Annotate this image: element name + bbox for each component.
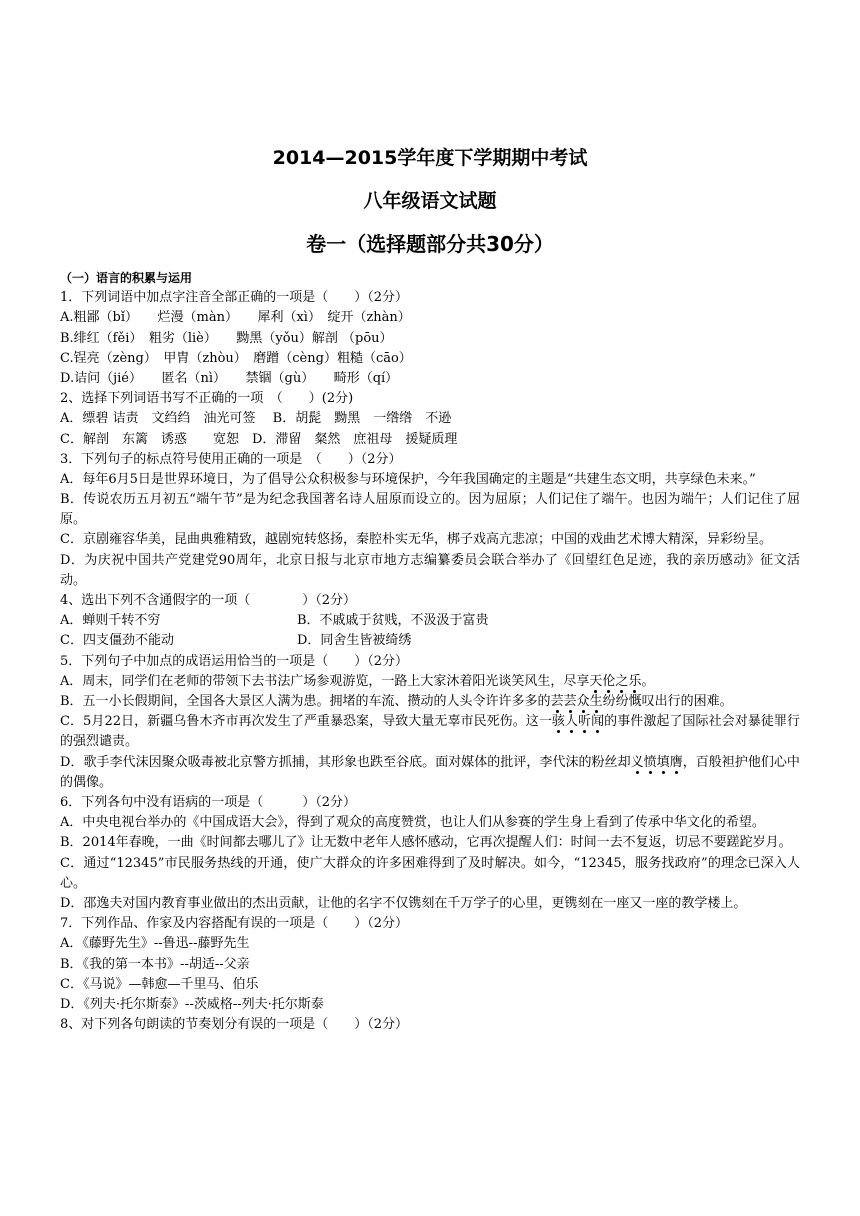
emphasis-dot-char: 生	[589, 694, 603, 710]
dotted-idiom	[589, 674, 641, 689]
emphasis-dot-char: 芸	[550, 694, 564, 710]
part-heading: 卷一（选择题部分共30分）	[306, 232, 554, 256]
question-7-option-c: C．《马说》—韩愈—千里马、伯乐	[60, 976, 259, 992]
question-4-option-c: C．四支僵劲不能动	[60, 633, 174, 649]
question-3-stem: 3．下列句子的标点符号使用正确的一项是 （ ）（2分）	[60, 451, 402, 467]
question-1-stem: 1．下列词语中加点字注音全部正确的一项是（ ）（2分）	[60, 290, 409, 306]
question-6-option-d: D．邵逸夫对国内教育事业做出的杰出贡献，让他的名字不仅镌刻在千万学子的心里，更镌刻在一座又一座的教学楼上。	[60, 896, 747, 912]
question-2-stem: 2、选择下列词语书写不正确的一项 （ ）(2分)	[60, 391, 354, 407]
emphasis-dot-char: 芸	[563, 694, 577, 710]
question-7-option-a: A．《藤野先生》--鲁迅--藤野先生	[60, 936, 250, 952]
section-heading: （一）语言的积累与运用	[60, 271, 193, 285]
emphasis-dot-char: 乐	[628, 673, 642, 689]
emphasis-dot-char: 人	[564, 714, 579, 730]
question-6-option-a: A．中央电视台举办的《中国成语大会》，得到了观众的高度赞赏，也让人们从参赛的学生身上看到了传承中华文化的希望。	[60, 815, 765, 831]
question-5-option-a	[60, 672, 800, 692]
question-6-option-c: C．通过“12345”市民服务热线的开通，使广大群众的许多困难得到了及时解决。如今，“12345，服务找政府”的理念已深入人心。	[60, 855, 800, 891]
question-5-option-b	[60, 692, 800, 712]
question-3-option-b: B．传说农历五月初五“端午节”是为纪念我国著名诗人屈原而设立的。因为屈原；人们记住了端午。也因为端午；人们记住了屈原。	[60, 492, 800, 528]
option-text: C．5月22日，新疆乌鲁木齐市再次发生了严重暴恐案，导致大量无辜市民死伤。这一	[60, 714, 552, 730]
emphasis-dot-char: 之	[615, 673, 629, 689]
question-7-option-b: B．《我的第一本书》--胡适--父亲	[60, 956, 250, 972]
option-text: 纷纷慨叹出行的困难。	[602, 694, 733, 710]
question-4-option-a: A．蝉则千转不穷	[60, 613, 161, 629]
question-5-stem: 5．下列句子中加点的成语运用恰当的一项是（ ）（2分）	[60, 653, 409, 669]
option-text: D．歌手李代沫因聚众吸毒被北京警方抓捕，其形象也跌至谷底。面对媒体的批评，李代沫的粉丝却	[60, 754, 631, 770]
emphasis-dot-char: 义	[630, 754, 644, 770]
emphasis-dot-char: 众	[576, 694, 590, 710]
exam-subtitle: 八年级语文试题	[363, 190, 497, 212]
option-text: B．五一小长假期间，全国各大景区人满为患。拥堵的车流、攒动的人头令许许多多的	[60, 694, 551, 710]
question-8-stem: 8、对下列各句朗读的节奏划分有误的一项是（ ）（2分）	[60, 1017, 409, 1033]
question-1-option-b: B.绯红（fěi） 粗劣（liè） 黝黑（yǒu）解剖 （pōu）	[60, 330, 393, 346]
emphasis-dot-char: 天	[589, 673, 603, 689]
question-4-option-d: D．同舍生皆被绮绣	[297, 633, 412, 649]
question-3-option-c: C．京剧雍容华美，昆曲典雅精致，越剧宛转悠扬，秦腔朴实无华，梆子戏高亢悲凉；中国的戏曲艺术博大精深，异彩纷呈。	[60, 532, 772, 548]
question-4-options-cd	[60, 631, 800, 651]
question-body	[60, 268, 800, 1035]
question-1-option-c: C.锃亮（zèng） 甲胄（zhòu） 磨蹭（cèng）粗糙（cāo）	[60, 350, 412, 366]
option-text: 的事件激起了国际社会对暴徒罪行的强烈谴责。	[60, 714, 800, 750]
option-text: 。	[641, 673, 655, 689]
emphasis-dot-char: 膺	[669, 754, 683, 770]
emphasis-dot-char: 填	[656, 754, 670, 770]
question-3-option-d: D．为庆祝中国共产党建党90周年，北京日报与北京市地方志编纂委员会联合举办了《回望红色足迹，我的亲历感动》征文活动。	[60, 552, 800, 588]
question-5-option-d	[60, 753, 800, 793]
emphasis-dot-char: 闻	[591, 714, 605, 730]
question-6-stem: 6．下列各句中没有语病的一项是（ ）（2分）	[60, 795, 357, 811]
emphasis-dot-char: 愤	[643, 754, 657, 770]
question-5-option-c	[60, 712, 800, 752]
question-2-options-cd: C．解剖 东篱 诱惑 宽恕 D．滞留 粲然 庶祖母 援疑质理	[60, 431, 458, 447]
dotted-idiom	[551, 694, 603, 709]
question-3-option-a: A．每年6月5日是世界环境日，为了倡导公众积极参与环境保护，今年我国确定的主题是“共建生态文明，共享绿色未来。”	[60, 471, 756, 487]
question-6-option-b: B．2014年春晚，一曲《时间都去哪儿了》让无数中老年人感怀感动，它再次提醒人们：时间一去不复返，切忌不要蹉跎岁月。	[60, 835, 792, 851]
question-7-option-d: D．《列夫·托尔斯泰》--茨威格--列夫·托尔斯泰	[60, 997, 324, 1013]
emphasis-dot-char: 骇	[551, 714, 565, 730]
question-2-options-ab: A．缥碧 诘责 文绉绉 油光可签 B．胡髭 黝黑 一绺绺 不逊	[60, 411, 452, 427]
exam-title: 2014—2015学年度下学期期中考试	[272, 147, 588, 169]
question-7-stem: 7．下列作品、作家及内容搭配有误的一项是（ ）（2分）	[60, 916, 409, 932]
dotted-idiom	[552, 714, 604, 729]
question-4-option-b: B．不戚戚于贫贱，不汲汲于富贵	[297, 613, 489, 629]
question-4-options-ab	[60, 611, 800, 631]
emphasis-dot-char: 伦	[602, 673, 616, 689]
option-text: A．周末，同学们在老师的带领下去书法广场参观游览，一路上大家沐着阳光谈笑风生，尽享	[60, 673, 590, 689]
option-text: ，百般袒护他们心中的偶像。	[60, 754, 800, 790]
question-1-option-d: D.诘问（jié） 匿名（nì） 禁锢（gù） 畸形（qí）	[60, 370, 399, 386]
dotted-idiom	[631, 755, 683, 770]
question-1-option-a: A.粗鄙（bǐ） 烂漫（màn） 犀利（xì） 绽开（zhàn）	[60, 310, 411, 326]
question-4-stem: 4、选出下列不含通假字的一项（ ）（2分）	[60, 593, 357, 609]
emphasis-dot-char: 听	[578, 714, 592, 730]
